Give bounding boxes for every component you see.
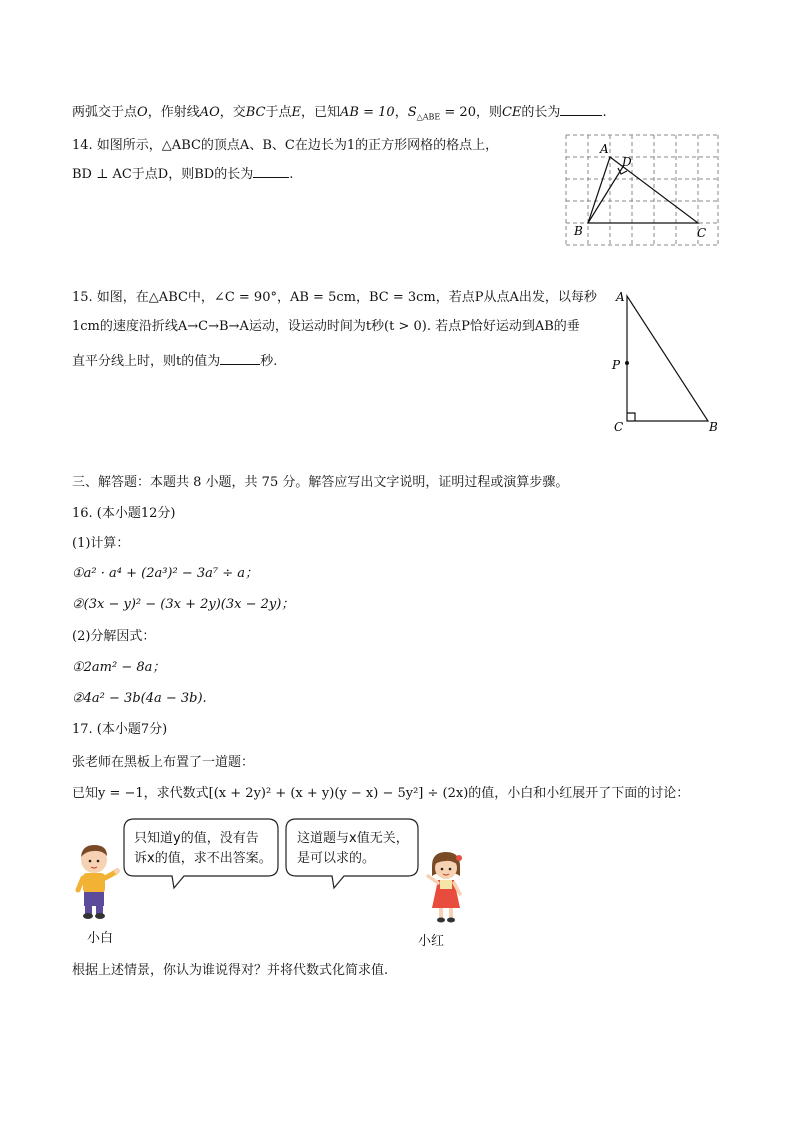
bubble-left-text-2: 诉x的值，求不出答案。 [134, 851, 272, 866]
q13-text: 于点 [265, 105, 292, 120]
q17-problem: 已知y = −1，求代数式[(x + 2y)² + (x + y)(y − x) − 5y²] ÷ (2x)的值，小白和小红展开了下面的讨论： [72, 786, 690, 801]
q14-label-B: B [574, 224, 583, 238]
q15-label-A: A [616, 290, 625, 304]
q16-part-2b: ②4a² − 3b(4a − 3b). [72, 691, 207, 706]
q17-intro: 张老师在黑板上布置了一道题： [72, 755, 255, 770]
q15-line-1: 15. 如图，在△ABC中，∠C = 90°，AB = 5cm，BC = 3cm，若点P从点A出发，以每秒 [72, 290, 597, 305]
boy-illustration [72, 842, 122, 920]
q14-label-C: C [697, 226, 707, 240]
q15-line-2: 1cm的速度沿折线A→C→B→A运动，设运动时间为t秒(t > 0). 若点P恰好运动到AB的垂 [72, 319, 580, 334]
q14-grid-figure [566, 135, 718, 247]
name-xiaobai: 小白 [87, 931, 114, 946]
q16-heading: 16. (本小题12分) [72, 506, 176, 521]
q13-var: BC [245, 105, 266, 120]
q13-var: E [291, 105, 302, 120]
q15-label-C: C [614, 420, 624, 434]
q16-part-2a: ①2am² − 8a； [72, 660, 166, 675]
q15-label-P: P [612, 358, 621, 372]
q13-var: O [137, 105, 148, 120]
q13-text: ， [394, 105, 408, 120]
answer-blank[interactable] [253, 165, 289, 178]
q15-label-B: B [709, 420, 718, 434]
q13-var: CE [501, 105, 522, 120]
name-xiaohong: 小红 [418, 934, 445, 949]
q13-text: 的长为 [521, 105, 561, 120]
q14-label-A: A [600, 142, 609, 156]
bubble-right-text-1: 这道题与x值无关， [297, 831, 409, 846]
q17-heading: 17. (本小题7分) [72, 722, 168, 737]
q14-text: . [289, 167, 294, 182]
q13-tail-line [72, 103, 607, 127]
q14-line-2 [72, 165, 293, 184]
q14-text: BD ⊥ AC于点D，则BD的长为 [72, 167, 254, 182]
girl-illustration [422, 850, 470, 926]
q14-label-D: D [622, 155, 632, 169]
q15-triangle-figure [608, 288, 723, 433]
q13-text: ，已知 [301, 105, 341, 120]
q16-part-1b: ②(3x − y)² − (3x + 2y)(3x − 2y)； [72, 597, 295, 612]
q13-text: ，交 [219, 105, 246, 120]
q15-text: 秒. [260, 354, 278, 369]
q13-text: ，则 [475, 105, 502, 120]
bubble-right-text-2: 是可以求的。 [297, 851, 376, 866]
q13-condition: = 20 [440, 105, 476, 120]
q15-text: 直平分线上时，则t的值为 [72, 354, 221, 369]
q15-line-3 [72, 352, 277, 371]
section-3-title: 三、解答题：本题共 8 小题，共 75 分。解答应写出文字说明，证明过程或演算步骤。 [72, 475, 569, 490]
answer-blank[interactable] [220, 352, 260, 365]
bubble-left-text-1: 只知道y的值，没有告 [134, 831, 259, 846]
q14-line-1: 14. 如图所示，△ABC的顶点A、B、C在边长为1的正方形网格的格点上， [72, 138, 499, 153]
q16-part-1: (1)计算： [72, 536, 130, 551]
q13-var: S [407, 105, 417, 120]
q13-subscript: △ABE [416, 112, 441, 122]
q13-text: . [602, 105, 607, 120]
q16-part-2: (2)分解因式： [72, 629, 156, 644]
q13-condition: AB = 10 [340, 105, 395, 120]
q15-point-P [625, 361, 629, 365]
answer-blank[interactable] [560, 103, 602, 116]
q13-text: 两弧交于点 [72, 105, 138, 120]
q17-question: 根据上述情景，你认为谁说得对？并将代数式化简求值. [72, 963, 389, 978]
q13-var: AO [199, 105, 220, 120]
q13-text: ，作射线 [147, 105, 200, 120]
q16-part-1a: ①a² · a⁴ + (2a³)² − 3a⁷ ÷ a； [72, 566, 259, 581]
